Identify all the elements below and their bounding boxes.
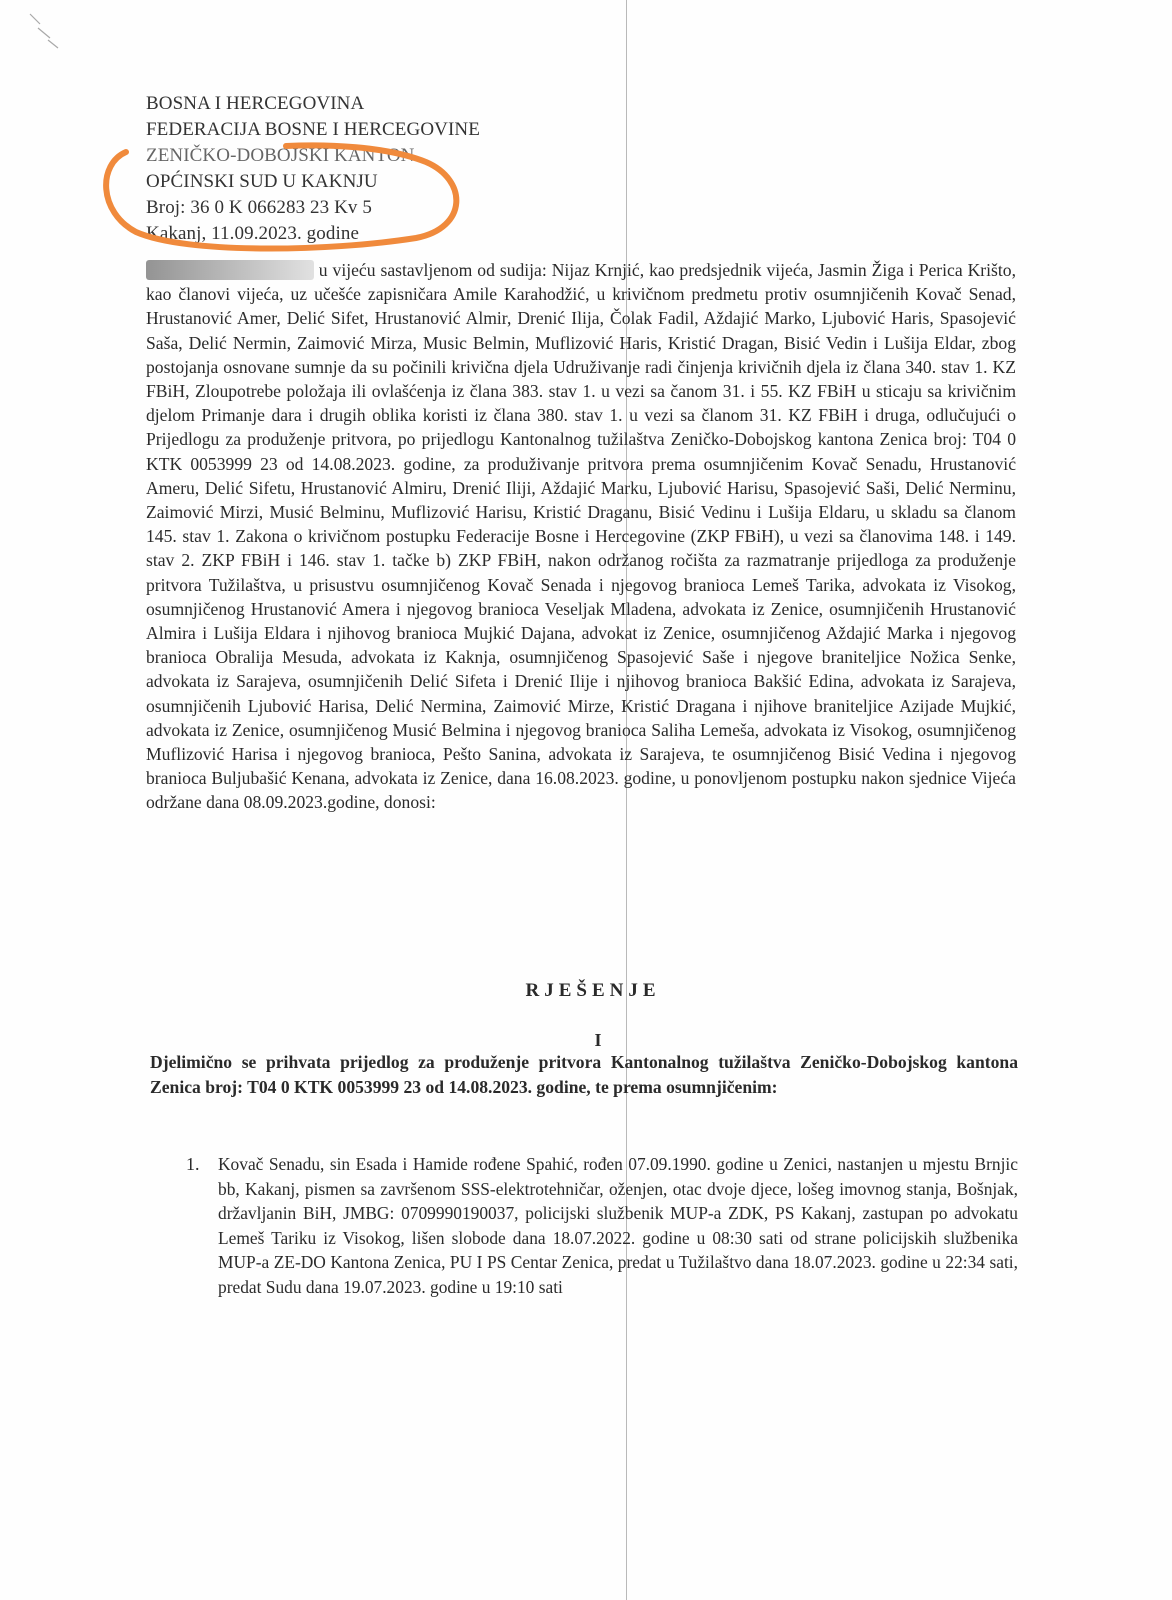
intro-obscured-start [146,260,314,280]
corner-scratch-mark [28,10,62,50]
list-item-number: 1. [186,1154,200,1174]
section-numeral: I [594,1030,602,1050]
header-canton: ZENIČKO-DOBOJSKI KANTON [146,145,415,166]
header-country: BOSNA I HERCEGOVINA [146,93,365,114]
intro-paragraph [146,258,1016,815]
header-date: Kakanj, 11.09.2023. godine [146,223,359,244]
court-header [146,91,480,247]
list-item-text: Kovač Senadu, sin Esada i Hamide rođene Spahić, rođen 07.09.1990. godine u Zenici, nastanjen u mjestu Brnjic bb, Kakanj, pismen sa završenom SSS-elektrotehničar, oženjen, otac dvoje djece, lošeg imovnog stanja, Bošnjak, državljanin BiH, JMBG: 0709990190037, policijski službenik MUP-a ZDK, PS Kakanj, zastupan po advokatu Lemeš Tariku iz Visokog, lišen slobode dana 18.07.2022. godine u 08:30 sati od strane policijskih službenika MUP-a ZE-DO Kantona Zenica, PU I PS Centar Zenica, predat u Tužilaštvo dana 18.07.2023. godine u 22:34 sati, predat Sudu dana 19.07.2023. godine u 19:10 sati [218,1154,1018,1297]
header-federation: FEDERACIJA BOSNE I HERCEGOVINE [146,119,480,140]
intro-text: u vijeću sastavljenom od sudija: Nijaz Krnjić, kao predsjednik vijeća, Jasmin Žiga i Perica Krišto, kao članovi vijeća, uz učešće zapisničara Amile Karahodžić, u krivičnom predmetu protiv osumnjičenih Kovač Senad, Hrustanović Amer, Delić Sifet, Hrustanović Almir, Drenić Ilija, Čolak Fadil, Aždajić Marko, Ljubović Haris, Spasojević Saša, Delić Nermin, Zaimović Mirza, Music Belmin, Muflizović Haris, Kristić Dragan, Bisić Vedin i Lušija Eldar, zbog postojanja osnovane sumnje da su počinili krivična djela Udruživanje radi činjenja krivičnih djela iz člana 340. stav 1. KZ FBiH, Zloupotrebe položaja ili ovlašćenja iz člana 383. stav 1. u vezi sa čanom 31. i 55. KZ FBiH u sticaju sa krivičnim djelom Primanje dara i drugih oblika koristi iz člana 380. stav 1. u vezi sa članom 31. KZ FBiH i druga, odlučujući o Prijedlogu za produženje pritvora, po prijedlogu Kantonalnog tužilaštva Zeničko-Dobojskog kantona Zenica broj: T04 0 KTK 0053999 23 od 14.08.2023. godine, za produživanje pritvora prema osumnjičenim Kovač Senadu, Hrustanović Ameru, Delić Sifetu, Hrustanović Almiru, Drenić Iliji, Aždajić Marku, Ljubović Harisu, Spasojević Saši, Delić Nerminu, Zaimović Mirzi, Musić Belminu, Muflizović Harisu, Kristić Draganu, Bisić Vedinu i Lušija Eldaru, u skladu sa članom 145. stav 1. Zakona o krivičnom postupku Federacije Bosne i Hercegovine (ZKP FBiH), u vezi sa članovima 148. i 149. stav 2. ZKP FBiH i 146. stav 1. tačke b) ZKP FBiH, nakon održanog ročišta za razmatranje prijedloga za produženje pritvora Tužilaštva, u prisustvu osumnjičenog Kovač Senada i njegovog branioca Lemeš Tarika, advokata iz Visokog, osumnjičenog Hrustanović Amera i njegovog branioca Veseljak Mladena, advokata iz Zenice, osumnjičenih Hrustanović Almira i Lušija Eldara i njihovog branioca Mujkić Dajana, advokat iz Zenice, osumnjičenog Aždajić Marka i njegovog branioca Obralija Mesuda, advokata iz Kaknja, osumnjičenog Spasojević Saše i njegove braniteljice Nožica Senke, advokata iz Sarajeva, osumnjičenih Delić Sifeta i Drenić Ilije i njihovog branioca Bakšić Edina, advokata iz Sarajeva, osumnjičenih Ljubović Harisa, Delić Nermina, Zaimović Mirze, Kristić Dragana i njihove braniteljice Azijade Mujkić, advokata iz Zenice, osumnjičenog Musić Belmina i njegovog branioca Saliha Lemeša, advokata iz Visokog, osumnjičenog Muflizović Harisa i njegovog branioca, Pešto Sanina, advokata iz Sarajeva, te osumnjičenog Bisić Vedina i njegovog branioca Buljubašić Kenana, advokata iz Zenice, dana 16.08.2023. godine, u ponovljenom postupku nakon sjednice Vijeća održane dana 08.09.2023.godine, donosi: [146,260,1016,813]
decision-paragraph: Djelimično se prihvata prijedlog za produženje pritvora Kantonalnog tužilaštva Zeničko-Dobojskog kantona Zenica broj: T04 0 KTK 0053999 23 od 14.08.2023. godine, te prema osumnjičenim: [150,1052,1018,1097]
header-case-number: Broj: 36 0 K 066283 23 Kv 5 [146,197,372,218]
header-court: OPĆINSKI SUD U KAKNJU [146,171,378,192]
document-title: RJEŠENJE [525,980,661,1001]
